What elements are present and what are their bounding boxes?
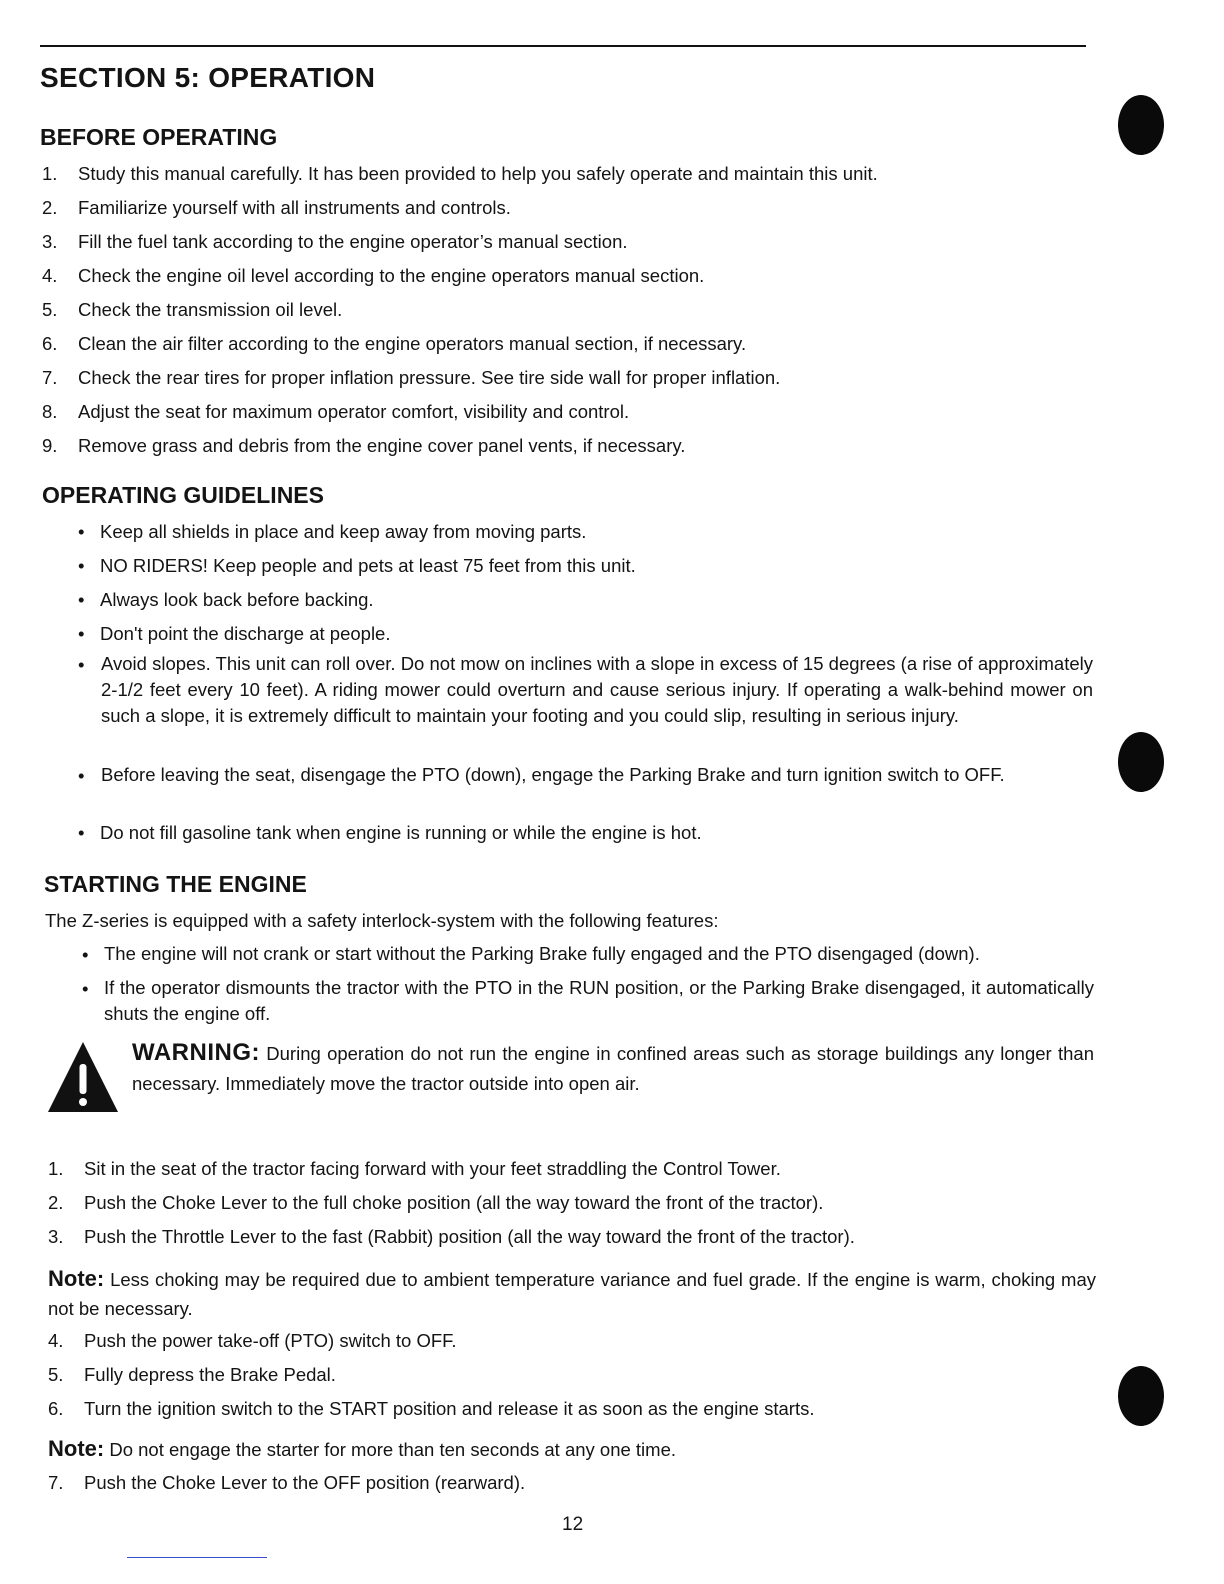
list-item: 4. Check the engine oil level according to the engine operators manual section.: [42, 265, 705, 286]
before-operating-heading: BEFORE OPERATING: [40, 124, 278, 150]
bullet-item: • Do not fill gasoline tank when engine is running or while the engine is hot.: [78, 822, 702, 843]
bullet-icon: •: [78, 555, 85, 576]
bullet-icon: •: [78, 654, 85, 675]
warning-icon: [46, 1040, 120, 1114]
bullet-icon: •: [78, 521, 85, 542]
list-item: 1. Study this manual carefully. It has been provided to help you safely operate and maintain this unit.: [42, 163, 878, 184]
list-item: 6. Turn the ignition switch to the START position and release it as soon as the engine starts.: [48, 1398, 815, 1419]
starting-engine-heading: STARTING THE ENGINE: [44, 871, 307, 897]
warning-block: [132, 1038, 1094, 1099]
bullet-item-leaving-seat: Before leaving the seat, disengage the PTO (down), engage the Parking Brake and turn ignition switch to OFF.: [101, 764, 1005, 785]
operating-guidelines-heading: OPERATING GUIDELINES: [42, 482, 324, 508]
punch-hole-middle: [1118, 732, 1164, 792]
starting-intro: The Z-series is equipped with a safety interlock-system with the following features:: [45, 910, 719, 931]
bottom-rule: [127, 1557, 267, 1558]
bullet-item: If the operator dismounts the tractor with the PTO in the RUN position, or the Parking Brake disengaged, it automatically shuts the engine off.: [104, 977, 1094, 1024]
bullet-item: • Don't point the discharge at people.: [78, 623, 391, 644]
punch-hole-top: [1118, 95, 1164, 155]
top-rule: [40, 45, 1086, 47]
page-number: 12: [562, 1514, 584, 1535]
bullet-icon: •: [82, 944, 89, 965]
bullet-item: The engine will not crank or start without the Parking Brake fully engaged and the PTO disengaged (down).: [104, 943, 980, 964]
section-title: SECTION 5: OPERATION: [40, 62, 376, 93]
warning-text: During operation do not run the engine in confined areas such as storage buildings any longer than necessary. Immediately move the tractor outside into open air.: [132, 1043, 1095, 1094]
bullet-icon: •: [78, 589, 85, 610]
warning-label: WARNING:: [132, 1039, 260, 1066]
list-item: 3. Fill the fuel tank according to the engine operator’s manual section.: [42, 231, 628, 252]
punch-hole-bottom: [1118, 1366, 1164, 1426]
list-item: 9. Remove grass and debris from the engine cover panel vents, if necessary.: [42, 435, 686, 456]
bullet-icon: •: [78, 623, 85, 644]
bullet-item-slopes: Avoid slopes. This unit can roll over. Do not mow on inclines with a slope in excess of 15 degrees (a rise of approximately 2-1/2 feet every 10 feet). A riding mower could overturn and cause serious injury. If operating a walk-behind mower on such a slope, it is extremely difficult to maintain your footing and you could slip, resulting in serious injury.: [101, 653, 1093, 726]
list-item: 2. Familiarize yourself with all instruments and controls.: [42, 197, 511, 218]
bullet-item: • Always look back before backing.: [78, 589, 374, 610]
bullet-item: • Keep all shields in place and keep away from moving parts.: [78, 521, 587, 542]
bullet-icon: •: [78, 822, 85, 843]
list-item: 2. Push the Choke Lever to the full choke position (all the way toward the front of the tractor).: [48, 1192, 824, 1213]
list-item: 1. Sit in the seat of the tractor facing forward with your feet straddling the Control Tower.: [48, 1158, 781, 1179]
note-block: Note: Less choking may be required due to ambient temperature variance and fuel grade. If the engine is warm, choking may not be necessary.: [48, 1266, 1097, 1319]
bullet-item: • NO RIDERS! Keep people and pets at least 75 feet from this unit.: [78, 555, 636, 576]
list-item: 6. Clean the air filter according to the engine operators manual section, if necessary.: [42, 333, 747, 354]
list-item: 3. Push the Throttle Lever to the fast (Rabbit) position (all the way toward the front of the tractor).: [48, 1226, 855, 1247]
bullet-icon: •: [82, 978, 89, 999]
list-item: 7. Check the rear tires for proper inflation pressure. See tire side wall for proper inflation.: [42, 367, 781, 388]
list-item: 5. Check the transmission oil level.: [42, 299, 343, 320]
bullet-icon: •: [78, 765, 85, 786]
list-item: 7. Push the Choke Lever to the OFF position (rearward).: [48, 1472, 526, 1493]
note-block: Note: Do not engage the starter for more than ten seconds at any one time.: [48, 1436, 677, 1461]
list-item: 8. Adjust the seat for maximum operator comfort, visibility and control.: [42, 401, 630, 422]
list-item: 4. Push the power take-off (PTO) switch to OFF.: [48, 1330, 457, 1351]
list-item: 5. Fully depress the Brake Pedal.: [48, 1364, 336, 1385]
